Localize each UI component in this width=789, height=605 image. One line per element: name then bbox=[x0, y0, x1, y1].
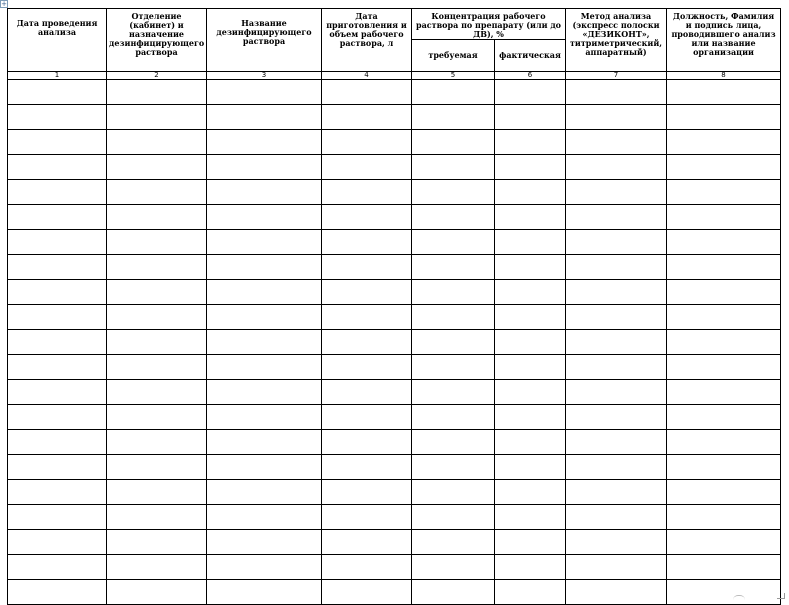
table-cell[interactable] bbox=[566, 555, 667, 580]
table-cell[interactable] bbox=[495, 530, 566, 555]
table-cell[interactable] bbox=[107, 305, 207, 330]
page-edge-mark bbox=[733, 595, 745, 600]
table-cell[interactable] bbox=[322, 105, 412, 130]
table-cell[interactable] bbox=[107, 280, 207, 305]
header-department: Отделение (кабинет) и назначение дезинфицирующего раствора bbox=[107, 9, 207, 72]
table-row bbox=[8, 405, 781, 430]
table-cell[interactable] bbox=[8, 105, 107, 130]
table-cell[interactable] bbox=[495, 305, 566, 330]
table-cell[interactable] bbox=[566, 305, 667, 330]
table-cell[interactable] bbox=[207, 305, 322, 330]
table-resize-handle-icon[interactable] bbox=[777, 593, 785, 599]
table-cell[interactable] bbox=[8, 180, 107, 205]
table-cell[interactable] bbox=[412, 580, 495, 605]
table-cell[interactable] bbox=[322, 80, 412, 105]
table-cell[interactable] bbox=[207, 230, 322, 255]
table-cell[interactable] bbox=[412, 555, 495, 580]
table-cell[interactable] bbox=[207, 455, 322, 480]
table-cell[interactable] bbox=[412, 355, 495, 380]
table-cell[interactable] bbox=[207, 255, 322, 280]
table-cell[interactable] bbox=[107, 205, 207, 230]
table-cell[interactable] bbox=[412, 430, 495, 455]
table-cell[interactable] bbox=[207, 180, 322, 205]
table-cell[interactable] bbox=[107, 505, 207, 530]
table-cell[interactable] bbox=[412, 330, 495, 355]
table-cell[interactable] bbox=[207, 430, 322, 455]
table-cell[interactable] bbox=[8, 530, 107, 555]
table-cell[interactable] bbox=[495, 430, 566, 455]
table-cell[interactable] bbox=[322, 530, 412, 555]
table-row bbox=[8, 530, 781, 555]
column-number: 1 bbox=[8, 72, 107, 80]
column-number: 8 bbox=[667, 72, 781, 80]
table-cell[interactable] bbox=[667, 230, 781, 255]
table-cell[interactable] bbox=[322, 505, 412, 530]
table-cell[interactable] bbox=[566, 280, 667, 305]
table-cell[interactable] bbox=[566, 380, 667, 405]
table-cell[interactable] bbox=[412, 305, 495, 330]
table-cell[interactable] bbox=[495, 455, 566, 480]
table-cell[interactable] bbox=[412, 155, 495, 180]
table-row bbox=[8, 180, 781, 205]
table-cell[interactable] bbox=[107, 555, 207, 580]
table-cell[interactable] bbox=[107, 80, 207, 105]
table-cell[interactable] bbox=[107, 430, 207, 455]
table-cell[interactable] bbox=[322, 405, 412, 430]
table-cell[interactable] bbox=[322, 355, 412, 380]
column-number: 3 bbox=[207, 72, 322, 80]
table-cell[interactable] bbox=[107, 180, 207, 205]
table-cell[interactable] bbox=[566, 130, 667, 155]
table-cell[interactable] bbox=[322, 230, 412, 255]
table-cell[interactable] bbox=[322, 205, 412, 230]
table-row bbox=[8, 230, 781, 255]
table-cell[interactable] bbox=[207, 530, 322, 555]
table-cell[interactable] bbox=[207, 130, 322, 155]
table-cell[interactable] bbox=[667, 155, 781, 180]
table-cell[interactable] bbox=[495, 580, 566, 605]
table-cell[interactable] bbox=[667, 430, 781, 455]
table-cell[interactable] bbox=[566, 80, 667, 105]
table-cell[interactable] bbox=[107, 355, 207, 380]
table-cell[interactable] bbox=[566, 480, 667, 505]
table-cell[interactable] bbox=[495, 280, 566, 305]
table-cell[interactable] bbox=[566, 155, 667, 180]
table-row bbox=[8, 130, 781, 155]
table-row bbox=[8, 255, 781, 280]
table-cell[interactable] bbox=[667, 405, 781, 430]
table-cell[interactable] bbox=[412, 505, 495, 530]
table-row bbox=[8, 505, 781, 530]
header-responsible-person: Должность, Фамилия и подпись лица, проводившего анализ или название организации bbox=[667, 9, 781, 72]
table-row bbox=[8, 105, 781, 130]
table-cell[interactable] bbox=[412, 530, 495, 555]
table-cell[interactable] bbox=[207, 555, 322, 580]
table-row bbox=[8, 380, 781, 405]
table-cell[interactable] bbox=[495, 255, 566, 280]
table-cell[interactable] bbox=[322, 455, 412, 480]
table-cell[interactable] bbox=[8, 380, 107, 405]
table-cell[interactable] bbox=[322, 255, 412, 280]
table-cell[interactable] bbox=[322, 430, 412, 455]
table-cell[interactable] bbox=[412, 280, 495, 305]
table-cell[interactable] bbox=[8, 480, 107, 505]
table-cell[interactable] bbox=[412, 480, 495, 505]
table-cell[interactable] bbox=[107, 480, 207, 505]
table-cell[interactable] bbox=[8, 430, 107, 455]
table-row bbox=[8, 580, 781, 605]
table-row bbox=[8, 205, 781, 230]
table-cell[interactable] bbox=[8, 355, 107, 380]
table-cell[interactable] bbox=[322, 555, 412, 580]
table-cell[interactable] bbox=[412, 180, 495, 205]
column-number: 2 bbox=[107, 72, 207, 80]
table-cell[interactable] bbox=[107, 580, 207, 605]
table-cell[interactable] bbox=[495, 380, 566, 405]
disinfection-journal-table bbox=[7, 8, 781, 605]
table-cell[interactable] bbox=[8, 280, 107, 305]
column-number: 7 bbox=[566, 72, 667, 80]
table-cell[interactable] bbox=[566, 355, 667, 380]
table-cell[interactable] bbox=[566, 180, 667, 205]
table-cell[interactable] bbox=[566, 330, 667, 355]
table-cell[interactable] bbox=[566, 530, 667, 555]
table-cell[interactable] bbox=[412, 105, 495, 130]
header-concentration-group: Концентрация рабочего раствора по препарату (или до ДВ), % bbox=[412, 9, 566, 40]
table-cell[interactable] bbox=[107, 255, 207, 280]
header-solution-name: Название дезинфицирующего раствора bbox=[207, 9, 322, 72]
table-cell[interactable] bbox=[667, 130, 781, 155]
table-row bbox=[8, 455, 781, 480]
table-cell[interactable] bbox=[495, 330, 566, 355]
table-cell[interactable] bbox=[8, 330, 107, 355]
table-cell[interactable] bbox=[566, 505, 667, 530]
table-cell[interactable] bbox=[495, 505, 566, 530]
table-row bbox=[8, 155, 781, 180]
table-row bbox=[8, 305, 781, 330]
table-cell[interactable] bbox=[107, 130, 207, 155]
table-cell[interactable] bbox=[495, 405, 566, 430]
table-cell[interactable] bbox=[412, 455, 495, 480]
table-cell[interactable] bbox=[207, 330, 322, 355]
table-cell[interactable] bbox=[322, 155, 412, 180]
column-number: 6 bbox=[495, 72, 566, 80]
table-cell[interactable] bbox=[495, 80, 566, 105]
table-cell[interactable] bbox=[566, 455, 667, 480]
table-cell[interactable] bbox=[207, 405, 322, 430]
table-row bbox=[8, 430, 781, 455]
table-cell[interactable] bbox=[412, 205, 495, 230]
table-row bbox=[8, 330, 781, 355]
table-cell[interactable] bbox=[495, 205, 566, 230]
table-cell[interactable] bbox=[495, 230, 566, 255]
table-cell[interactable] bbox=[412, 80, 495, 105]
table-cell[interactable] bbox=[322, 380, 412, 405]
table-row bbox=[8, 355, 781, 380]
table-cell[interactable] bbox=[566, 205, 667, 230]
table-cell[interactable] bbox=[207, 205, 322, 230]
table-cell[interactable] bbox=[207, 355, 322, 380]
table-cell[interactable] bbox=[495, 130, 566, 155]
table-cell[interactable] bbox=[667, 180, 781, 205]
table-cell[interactable] bbox=[322, 130, 412, 155]
column-number-row bbox=[8, 72, 781, 80]
table-cell[interactable] bbox=[8, 255, 107, 280]
table-cell[interactable] bbox=[207, 155, 322, 180]
header-required: требуемая bbox=[412, 40, 495, 72]
table-cell[interactable] bbox=[322, 280, 412, 305]
table-move-handle-icon[interactable]: + bbox=[1, 0, 7, 8]
table-cell[interactable] bbox=[667, 555, 781, 580]
table-cell[interactable] bbox=[495, 355, 566, 380]
table-cell[interactable] bbox=[322, 580, 412, 605]
table-cell[interactable] bbox=[207, 480, 322, 505]
table-cell[interactable] bbox=[8, 580, 107, 605]
table-cell[interactable] bbox=[566, 255, 667, 280]
table-cell[interactable] bbox=[412, 255, 495, 280]
table-cell[interactable] bbox=[495, 180, 566, 205]
header-analysis-date: Дата проведения анализа bbox=[8, 9, 107, 72]
table-body bbox=[8, 80, 781, 605]
table-cell[interactable] bbox=[667, 105, 781, 130]
table-cell[interactable] bbox=[8, 205, 107, 230]
table-cell[interactable] bbox=[107, 405, 207, 430]
table-cell[interactable] bbox=[667, 455, 781, 480]
table-cell[interactable] bbox=[667, 280, 781, 305]
table-cell[interactable] bbox=[8, 405, 107, 430]
table-cell[interactable] bbox=[107, 530, 207, 555]
table-cell[interactable] bbox=[322, 180, 412, 205]
table-cell[interactable] bbox=[107, 330, 207, 355]
header-analysis-method: Метод анализа (экспресс полоски «ДЕЗИКОНТ», титриметрический, аппаратный) bbox=[566, 9, 667, 72]
table-cell[interactable] bbox=[207, 80, 322, 105]
table-cell[interactable] bbox=[667, 380, 781, 405]
table-cell[interactable] bbox=[8, 555, 107, 580]
table-cell[interactable] bbox=[322, 305, 412, 330]
table-cell[interactable] bbox=[566, 405, 667, 430]
table-cell[interactable] bbox=[107, 155, 207, 180]
table-cell[interactable] bbox=[667, 255, 781, 280]
table-cell[interactable] bbox=[8, 305, 107, 330]
table-cell[interactable] bbox=[667, 480, 781, 505]
table-cell[interactable] bbox=[667, 80, 781, 105]
table-cell[interactable] bbox=[107, 455, 207, 480]
table-cell[interactable] bbox=[412, 405, 495, 430]
table-cell[interactable] bbox=[412, 380, 495, 405]
table-cell[interactable] bbox=[495, 555, 566, 580]
table-row bbox=[8, 555, 781, 580]
table-row bbox=[8, 480, 781, 505]
table-cell[interactable] bbox=[8, 80, 107, 105]
table-row bbox=[8, 80, 781, 105]
table-cell[interactable] bbox=[8, 455, 107, 480]
table-cell[interactable] bbox=[207, 280, 322, 305]
table-cell[interactable] bbox=[207, 580, 322, 605]
table-cell[interactable] bbox=[412, 230, 495, 255]
table-cell[interactable] bbox=[207, 380, 322, 405]
column-number: 5 bbox=[412, 72, 495, 80]
table-cell[interactable] bbox=[322, 480, 412, 505]
table-cell[interactable] bbox=[667, 530, 781, 555]
table-row bbox=[8, 280, 781, 305]
table-cell[interactable] bbox=[207, 105, 322, 130]
table-cell[interactable] bbox=[495, 155, 566, 180]
table-cell[interactable] bbox=[667, 580, 781, 605]
table-cell[interactable] bbox=[8, 130, 107, 155]
table-cell[interactable] bbox=[667, 305, 781, 330]
table-cell[interactable] bbox=[322, 330, 412, 355]
table-cell[interactable] bbox=[495, 480, 566, 505]
table-cell[interactable] bbox=[107, 380, 207, 405]
table-cell[interactable] bbox=[667, 330, 781, 355]
table-cell[interactable] bbox=[667, 505, 781, 530]
table-cell[interactable] bbox=[566, 580, 667, 605]
table-cell[interactable] bbox=[566, 105, 667, 130]
table-cell[interactable] bbox=[495, 105, 566, 130]
table-cell[interactable] bbox=[8, 505, 107, 530]
header-actual: фактическая bbox=[495, 40, 566, 72]
table-cell[interactable] bbox=[667, 355, 781, 380]
table-cell[interactable] bbox=[107, 105, 207, 130]
table-cell[interactable] bbox=[207, 505, 322, 530]
table-cell[interactable] bbox=[566, 430, 667, 455]
table-cell[interactable] bbox=[8, 155, 107, 180]
table-cell[interactable] bbox=[667, 205, 781, 230]
table-cell[interactable] bbox=[566, 230, 667, 255]
table-cell[interactable] bbox=[107, 230, 207, 255]
table-cell[interactable] bbox=[8, 230, 107, 255]
column-number: 4 bbox=[322, 72, 412, 80]
table-cell[interactable] bbox=[412, 130, 495, 155]
header-preparation-date: Дата приготовления и объем рабочего раствора, л bbox=[322, 9, 412, 72]
